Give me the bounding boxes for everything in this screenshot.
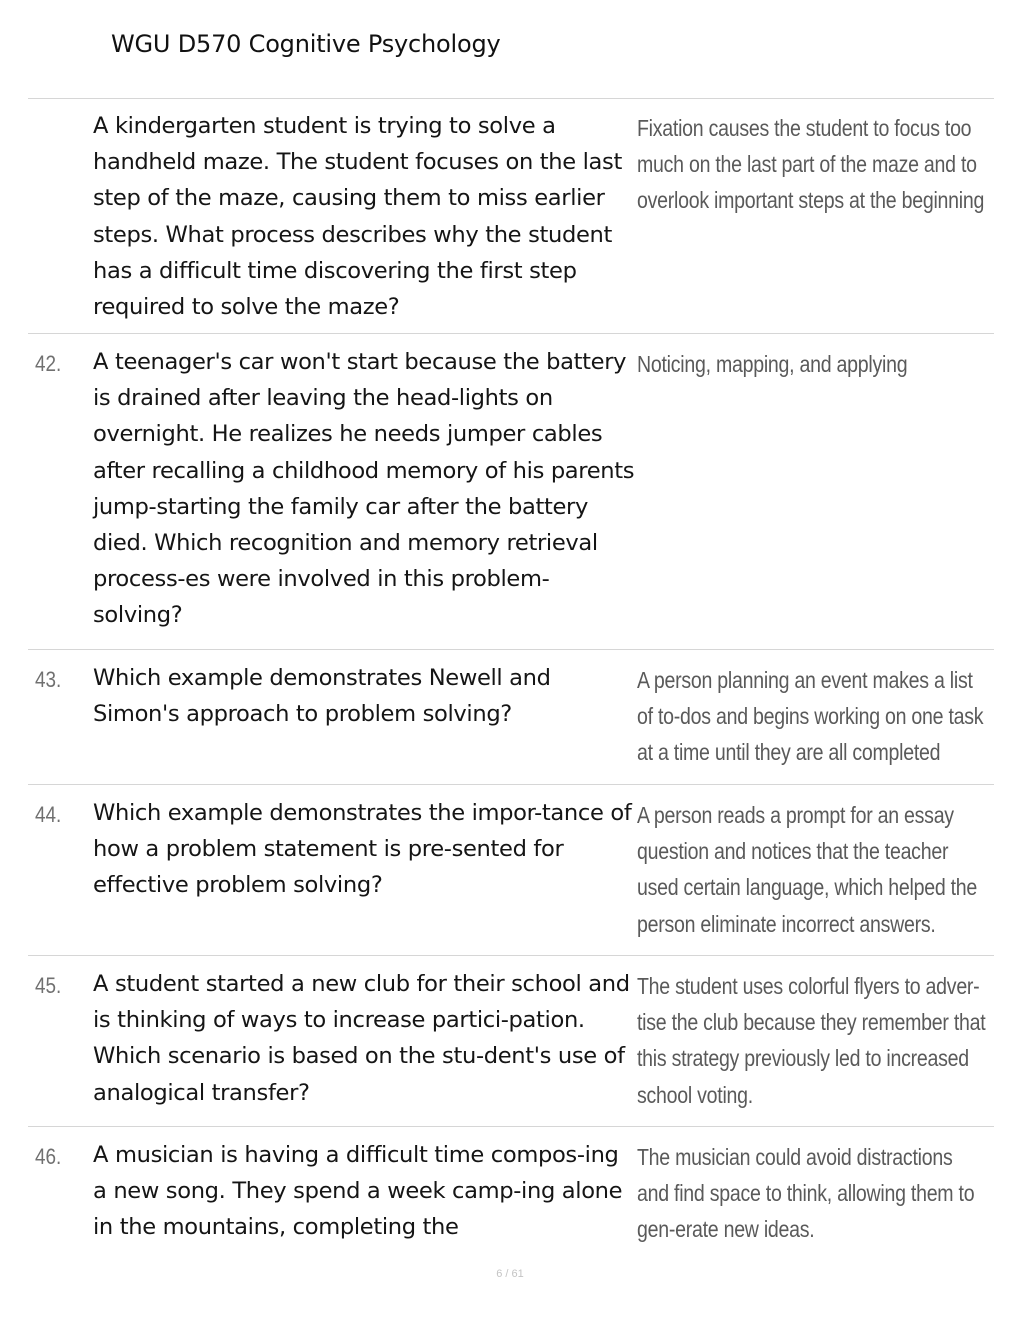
qa-row-42	[28, 334, 994, 650]
question-number: 45.	[35, 973, 62, 998]
question-number: 44.	[35, 802, 62, 827]
answer-text: A person reads a prompt for an essay question and notices that the teacher used certain language, which helped the person eliminate incorrect answers.	[637, 802, 978, 937]
answer-text: Fixation causes the student to focus too much on the last part of the maze and to overlook important steps at the beginning	[637, 115, 985, 214]
qa-row-46	[28, 1127, 994, 1257]
question-text: A kindergarten student is trying to solve a handheld maze. The student focuses on the last step of the maze, causing them to miss earlier steps. What process describes why the student has a difficult time discovering the first step required to solve the maze?	[93, 113, 622, 321]
document-title: WGU D570 Cognitive Psychology	[111, 30, 501, 58]
question-text: Which example demonstrates the impor-tance of how a problem statement is pre-sented for effective problem solving?	[93, 800, 632, 899]
answer-text: A person planning an event makes a list of to-dos and begins working on one task at a time until they are all completed	[637, 667, 984, 766]
answer-text: Noticing, mapping, and applying	[637, 351, 908, 377]
question-text: Which example demonstrates Newell and Simon's approach to problem solving?	[93, 665, 551, 728]
qa-row-45	[28, 956, 994, 1127]
question-number: 46.	[35, 1144, 62, 1169]
qa-row-43	[28, 650, 994, 785]
qa-row-41	[28, 98, 994, 334]
qa-row-44	[28, 785, 994, 956]
question-text: A musician is having a difficult time compos-ing a new song. They spend a week camp-ing alone in the mountains, completing the	[93, 1142, 623, 1241]
question-text: A student started a new club for their school and is thinking of ways to increase partici-pation. Which scenario is based on the stu-dent's use of analogical transfer?	[93, 971, 630, 1106]
page-number: 6 / 61	[496, 1268, 524, 1280]
question-number: 42.	[35, 351, 62, 376]
answer-text: The musician could avoid distractions and find space to think, allowing them to gen-erate new ideas.	[637, 1144, 975, 1243]
question-number: 43.	[35, 667, 62, 692]
answer-text: The student uses colorful flyers to adver-tise the club because they remember that this strategy previously led to increased school voting.	[637, 973, 986, 1108]
question-text: A teenager's car won't start because the battery is drained after leaving the head-lights on overnight. He realizes he needs jumper cables after recalling a childhood memory of his parents jump-starting the family car after the battery died. Which recognition and memory retrieval process-es were involved in this problem-solving?	[93, 349, 635, 629]
